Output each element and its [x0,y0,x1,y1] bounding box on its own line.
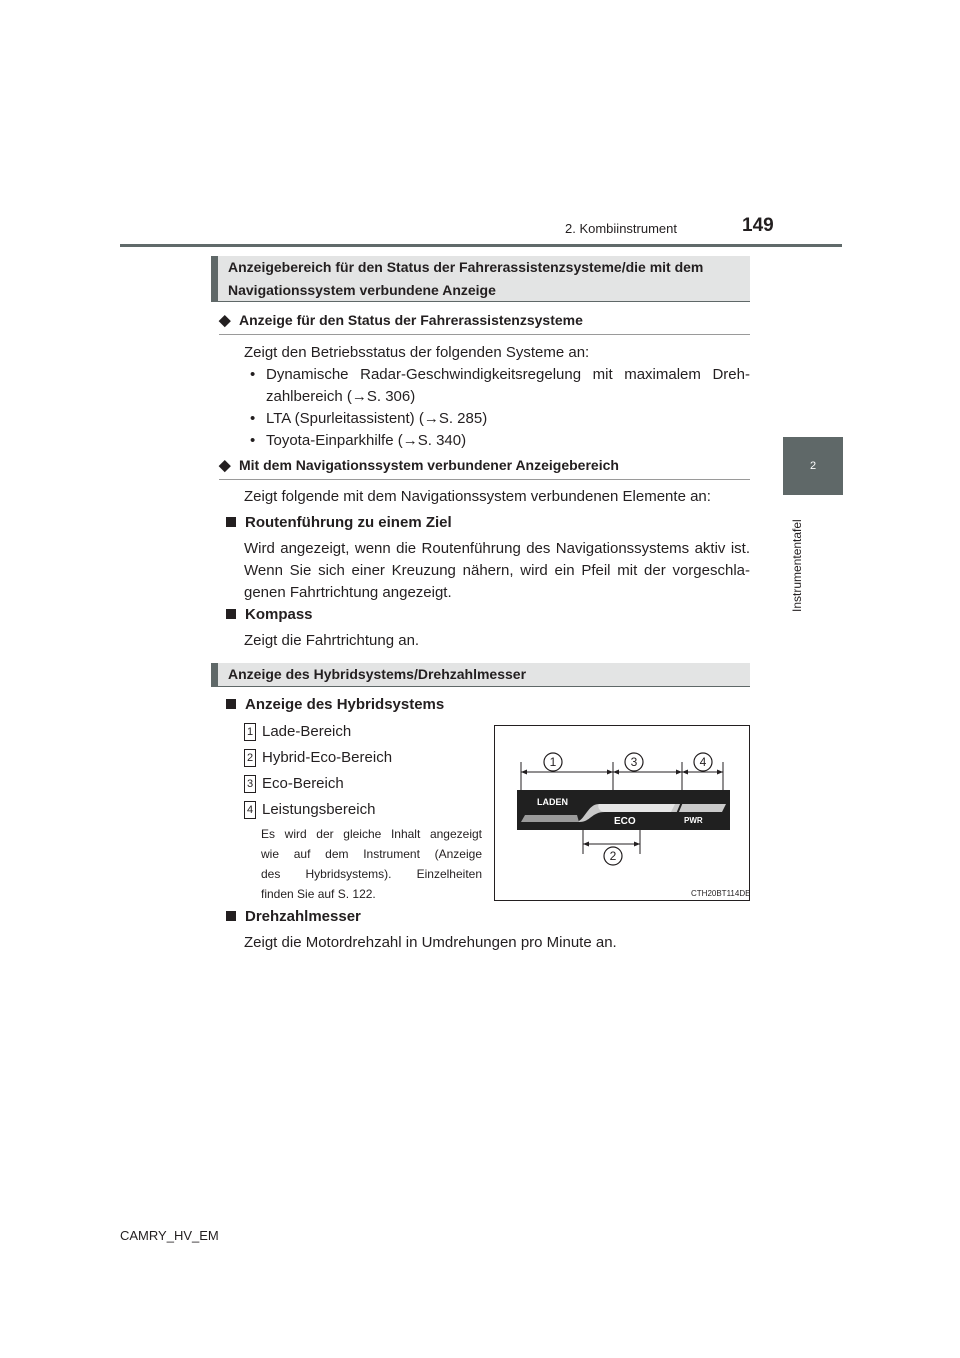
chapter-title: Instrumententafel [790,519,804,612]
bullet-icon: • [250,432,256,449]
square-bullet-icon [226,609,236,619]
numbered-item-text: Leistungsbereich [262,801,376,818]
item-heading-route [226,514,452,531]
section-heading-text: Anzeige des Hybridsystems/Drehzahlmesser [228,666,527,682]
subheading-assist-status [219,311,750,335]
item-heading-text: Kompass [245,606,313,623]
list-item [250,430,750,452]
list-item-text: LTA (Spurleitassistent) (→S. 285) [266,410,488,427]
header-rule [120,244,842,247]
note-line: des Hybridsystems). Einzelheiten [261,867,482,881]
section-heading-assist [211,256,750,302]
numbered-item-text: Lade-Bereich [262,723,352,740]
bullet-icon: • [250,366,256,383]
note-line: Es wird der gleiche Inhalt angezeigt [261,827,482,841]
list-item-continuation: zahlbereich (→S. 306) [266,388,416,405]
numbered-item [244,748,392,768]
item-heading-tacho [226,908,361,925]
number-box: 3 [244,775,256,793]
list-item [250,408,750,430]
number-box: 2 [244,749,256,767]
numbered-item-text: Hybrid-Eco-Bereich [262,749,393,766]
figure-code: CTH20BT114DE [691,889,749,898]
list-item [250,364,750,386]
hybrid-indicator-figure [494,725,750,901]
paragraph: Zeigt die Fahrtrichtung an. [244,632,420,649]
section-heading-line2: Navigationssystem verbundene Anzeige [228,282,496,298]
numbered-item [244,722,351,742]
hybrid-indicator-illustration [495,726,749,900]
bullet-icon: • [250,410,256,427]
numbered-item [244,800,375,820]
item-heading-compass [226,606,313,623]
square-bullet-icon [226,911,236,921]
label-eco: ECO [614,816,636,827]
subheading-navigation [219,456,750,480]
diamond-icon: ◆ [219,312,231,329]
label-laden: LADEN [537,797,568,807]
paragraph: Zeigt die Motordrehzahl in Umdrehungen pro Minute an. [244,934,617,951]
label-pwr: PWR [684,816,703,825]
callout-3: 3 [630,755,638,769]
square-bullet-icon [226,517,236,527]
item-heading-text: Anzeige des Hybridsystems [245,696,445,713]
note-line: wie auf dem Instrument (Anzeige [261,847,482,861]
note-line: finden Sie auf S. 122. [261,887,376,901]
chapter-number: 2 [809,460,817,472]
numbered-item-text: Eco-Bereich [262,775,344,792]
page-number: 149 [742,215,774,236]
callout-4: 4 [699,755,707,769]
callout-2: 2 [609,849,617,863]
gauge-charge-segment [521,815,579,822]
list-item-text: Toyota-Einparkhilfe (→S. 340) [266,432,467,449]
paragraph: Zeigt den Betriebsstatus der folgenden Systeme an: [244,344,590,361]
item-heading-hybrid [226,696,444,713]
item-heading-text: Drehzahlmesser [245,908,361,925]
model-code: CAMRY_HV_EM [120,1228,219,1243]
square-bullet-icon [226,699,236,709]
callout-1: 1 [549,755,557,769]
running-header-section: 2. Kombiinstrument [565,221,677,236]
subheading-text: Anzeige für den Status der Fahrerassistenzsysteme [239,312,583,328]
paragraph: Zeigt folgende mit dem Navigationssystem verbundenen Elemente an: [244,488,711,505]
paragraph-line: genen Fahrtrichtung angezeigt. [244,584,452,601]
section-heading-hybrid [211,663,750,687]
numbered-item [244,774,344,794]
number-box: 1 [244,723,256,741]
number-box: 4 [244,801,256,819]
gauge-eco-segment [598,804,675,812]
chapter-tab [783,437,843,495]
paragraph-line: Wird angezeigt, wenn die Routenführung des Navigationssystems aktiv ist. [244,540,750,557]
item-heading-text: Routenführung zu einem Ziel [245,514,452,531]
section-heading-line1: Anzeigebereich für den Status der Fahrerassistenzsysteme/die mit dem [228,259,704,275]
diamond-icon: ◆ [219,457,231,474]
list-item-text: Dynamische Radar-Geschwindigkeitsregelung mit maximalem Dreh- [266,366,750,383]
paragraph-line: Wenn Sie sich einer Kreuzung nähern, wird ein Pfeil mit der vorgeschla- [244,562,750,579]
subheading-text: Mit dem Navigationssystem verbundener Anzeigebereich [239,457,619,473]
